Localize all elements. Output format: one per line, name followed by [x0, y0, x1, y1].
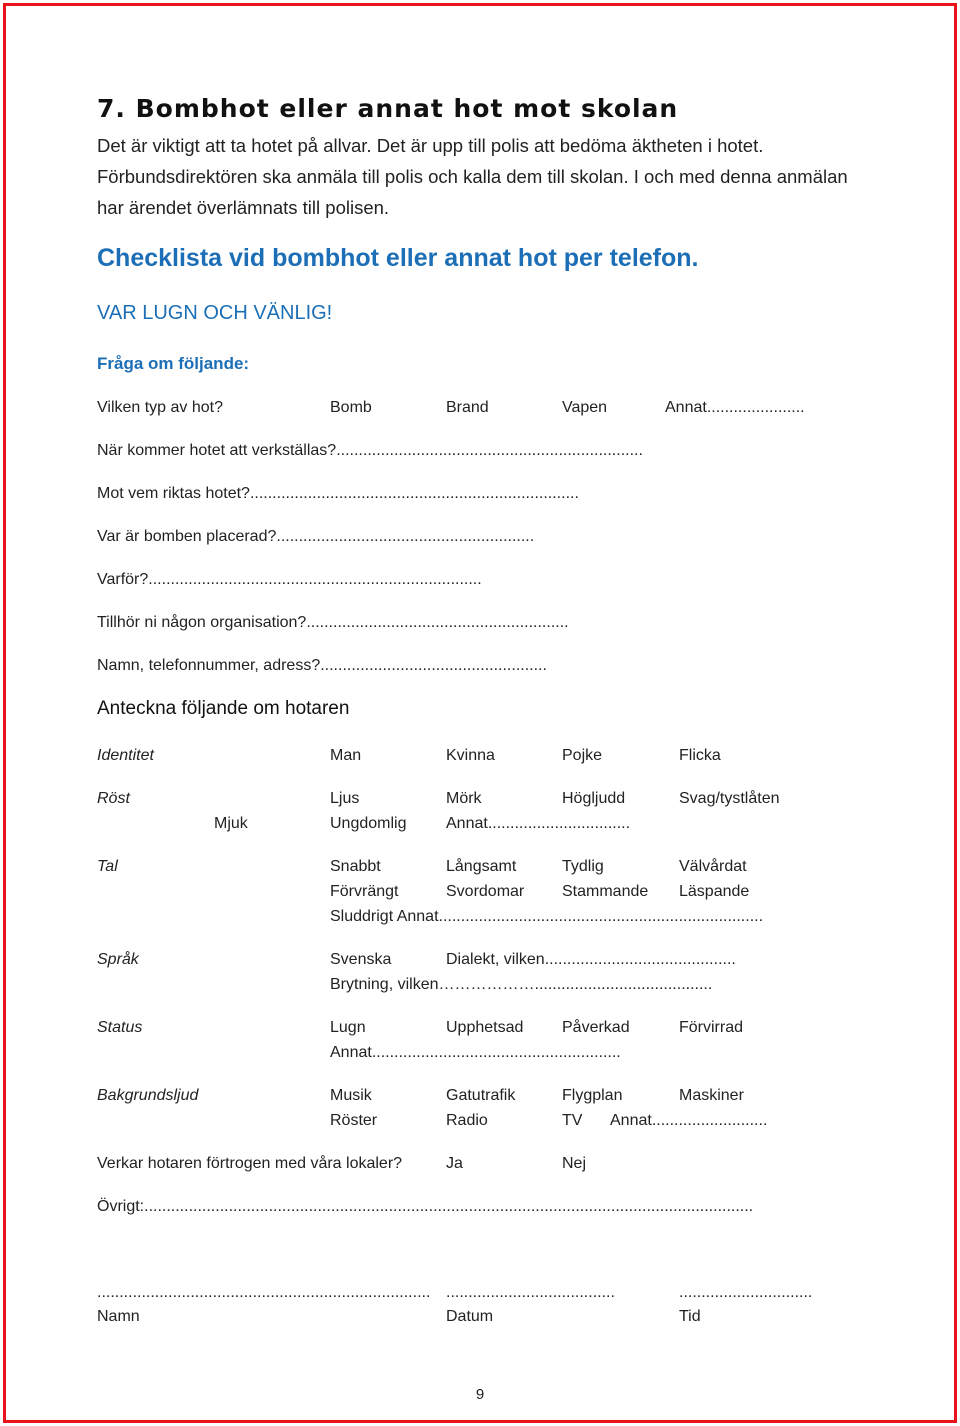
background-option: Annat..........................: [610, 1112, 768, 1129]
threat-option-weapon: Vapen: [562, 399, 608, 416]
voice-option: Svag/tystlåten: [679, 790, 780, 807]
threat-option-other: Annat......................: [665, 399, 805, 416]
checklist-title: Checklista vid bombhot eller annat hot per telefon.: [97, 244, 699, 272]
background-option: Flygplan: [562, 1087, 623, 1104]
language-option: Svenska: [330, 951, 392, 968]
voice-option: Annat................................: [446, 815, 631, 832]
speech-option: Snabbt: [330, 858, 381, 875]
intro-line-2: Förbundsdirektören ska anmäla till polis och kalla dem till skolan. I och med denna anmälan: [97, 166, 848, 187]
speech-option: Läspande: [679, 883, 750, 900]
identity-option: Man: [330, 747, 362, 764]
question-against-whom: Mot vem riktas hotet?..........................................................................: [97, 485, 579, 502]
question-when: När kommer hotet att verkställas?.....................................................................: [97, 442, 643, 459]
time-line: ..............................: [679, 1284, 813, 1301]
status-option: Förvirrad: [679, 1019, 744, 1036]
familiar-yes: Ja: [446, 1155, 463, 1172]
time-label: Tid: [679, 1308, 701, 1325]
page-number: 9: [475, 1386, 485, 1403]
familiar-no: Nej: [562, 1155, 587, 1172]
date-line: ......................................: [446, 1284, 615, 1301]
background-option: Röster: [330, 1112, 378, 1129]
question-organisation: Tillhör ni någon organisation?...........................................................: [97, 614, 569, 631]
language-label: Språk: [97, 951, 139, 968]
speech-option: Välvårdat: [679, 858, 747, 875]
familiar-label: Verkar hotaren förtrogen med våra lokaler?: [97, 1155, 403, 1172]
status-label: Status: [97, 1019, 143, 1036]
threat-option-bomb: Bomb: [330, 399, 372, 416]
speech-option: Stammande: [562, 883, 649, 900]
background-option: Gatutrafik: [446, 1087, 516, 1104]
status-option: Påverkad: [562, 1019, 630, 1036]
identity-option: Flicka: [679, 747, 721, 764]
name-label: Namn: [97, 1308, 140, 1325]
intro-line-1: Det är viktigt att ta hotet på allvar. Det är upp till polis att bedöma äktheten i hotet.: [97, 135, 764, 156]
background-option: Maskiner: [679, 1087, 744, 1104]
language-option: Brytning, vilken………………........................................: [330, 976, 713, 993]
name-line: ...........................................................................: [97, 1284, 431, 1301]
threat-option-fire: Brand: [446, 399, 489, 416]
speech-option: Långsamt: [446, 858, 517, 875]
page-heading: 7. Bombhot eller annat hot mot skolan: [97, 94, 679, 123]
status-option: Upphetsad: [446, 1019, 524, 1036]
speech-label: Tal: [97, 858, 118, 875]
speech-option: Svordomar: [446, 883, 525, 900]
other-field: Övrigt:.........................................................................................................................................: [97, 1198, 754, 1215]
ask-title: Fråga om följande:: [97, 354, 250, 373]
voice-option: Ungdomlig: [330, 815, 407, 832]
voice-option: Ljus: [330, 790, 360, 807]
note-title: Anteckna följande om hotaren: [97, 698, 350, 719]
identity-option: Kvinna: [446, 747, 495, 764]
voice-label: Röst: [97, 790, 130, 807]
status-option: Lugn: [330, 1019, 366, 1036]
voice-option: Mjuk: [214, 815, 248, 832]
status-option: Annat........................................................: [330, 1044, 621, 1061]
intro-line-3: har ärendet överlämnats till polisen.: [97, 197, 390, 218]
question-where: Var är bomben placerad?..........................................................: [97, 528, 535, 545]
identity-label: Identitet: [97, 747, 154, 764]
threat-type-label: Vilken typ av hot?: [97, 399, 224, 416]
voice-option: Mörk: [446, 790, 482, 807]
date-label: Datum: [446, 1308, 494, 1325]
question-why: Varför?...........................................................................: [97, 571, 482, 588]
background-option: TV: [562, 1112, 583, 1129]
speech-option: Tydlig: [562, 858, 604, 875]
calm-title: VAR LUGN OCH VÄNLIG!: [97, 302, 333, 324]
speech-option: Förvrängt: [330, 883, 399, 900]
identity-option: Pojke: [562, 747, 603, 764]
background-option: Radio: [446, 1112, 488, 1129]
speech-option: Sluddrigt Annat.........................................................................: [330, 908, 764, 925]
background-option: Musik: [330, 1087, 372, 1104]
voice-option: Högljudd: [562, 790, 626, 807]
background-label: Bakgrundsljud: [97, 1087, 199, 1104]
question-contact: Namn, telefonnummer, adress?...................................................: [97, 657, 547, 674]
language-option: Dialekt, vilken...........................................: [446, 951, 736, 968]
